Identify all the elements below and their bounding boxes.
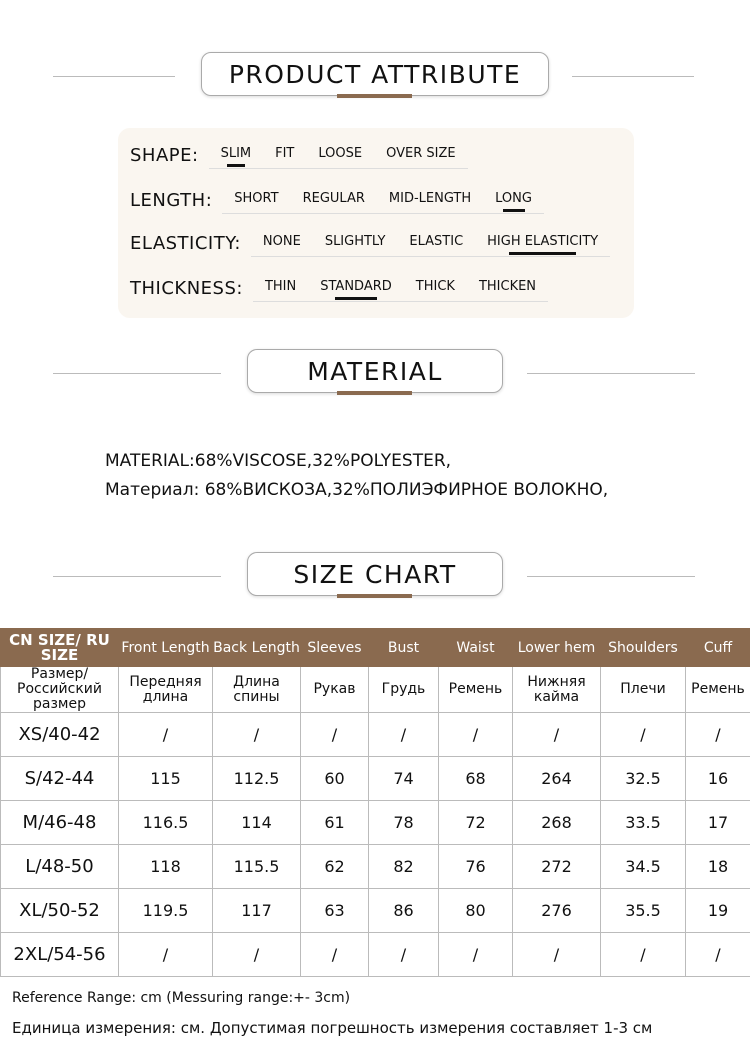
attribute-option: STANDARD: [320, 279, 392, 294]
accent-bar: [337, 94, 412, 98]
table-cell: 62: [301, 845, 369, 889]
attribute-row: [130, 140, 468, 170]
table-cell: 272: [513, 845, 601, 889]
table-cell: Bust: [369, 629, 439, 667]
divider: [572, 76, 694, 77]
table-cell: Back Length: [213, 629, 301, 667]
attribute-option: THICK: [415, 279, 455, 294]
reference-note-en: Reference Range: cm (Messuring range:+- 3cm): [12, 990, 351, 1006]
attribute-row: [130, 185, 544, 215]
table-cell: 2XL/54-56: [1, 933, 119, 977]
table-row: [1, 757, 750, 801]
table-cell: 276: [513, 889, 601, 933]
table-cell: 78: [369, 801, 439, 845]
table-cell: 19: [686, 889, 750, 933]
table-cell: 61: [301, 801, 369, 845]
attribute-option: SHORT: [234, 191, 279, 206]
table-cell: 118: [119, 845, 213, 889]
attribute-option: MID-LENGTH: [388, 191, 472, 206]
header-row-en: [1, 629, 750, 667]
table-cell: Передняя длина: [119, 667, 213, 713]
table-cell: 35.5: [601, 889, 686, 933]
table-cell: 34.5: [601, 845, 686, 889]
table-cell: 17: [686, 801, 750, 845]
table-cell: /: [513, 713, 601, 757]
table-cell: Рукав: [301, 667, 369, 713]
attribute-option: LOOSE: [318, 146, 363, 161]
table-cell: /: [601, 713, 686, 757]
table-cell: Нижняя кайма: [513, 667, 601, 713]
table-cell: 268: [513, 801, 601, 845]
table-cell: /: [301, 933, 369, 977]
attribute-option: REGULAR: [302, 191, 365, 206]
table-cell: Waist: [439, 629, 513, 667]
divider: [53, 76, 175, 77]
attribute-option: FIT: [275, 146, 295, 161]
table-cell: 18: [686, 845, 750, 889]
section-header-size-chart: [0, 552, 750, 602]
reference-note-ru: Единица измерения: см. Допустимая погрешность измерения составляет 1-3 см: [12, 1019, 653, 1037]
attribute-option: THICKEN: [478, 279, 537, 294]
table-cell: /: [213, 713, 301, 757]
attribute-label: SHAPE:: [130, 144, 199, 166]
table-cell: /: [439, 933, 513, 977]
table-cell: /: [439, 713, 513, 757]
table-cell: 86: [369, 889, 439, 933]
table-cell: /: [119, 713, 213, 757]
table-cell: 117: [213, 889, 301, 933]
table-cell: S/42-44: [1, 757, 119, 801]
attribute-option: ELASTIC: [409, 234, 464, 249]
table-cell: XS/40-42: [1, 713, 119, 757]
size-chart-table: [0, 628, 750, 977]
table-cell: Размер/ Российский размер: [1, 667, 119, 713]
table-cell: 72: [439, 801, 513, 845]
table-cell: Ремень: [439, 667, 513, 713]
table-row: [1, 801, 750, 845]
table-cell: Sleeves: [301, 629, 369, 667]
table-cell: Cuff: [686, 629, 750, 667]
table-cell: /: [301, 713, 369, 757]
table-cell: 115.5: [213, 845, 301, 889]
section-header-material: [0, 349, 750, 399]
table-cell: 60: [301, 757, 369, 801]
divider: [53, 576, 221, 577]
section-title: SIZE CHART: [247, 552, 503, 596]
divider: [527, 373, 695, 374]
table-cell: 112.5: [213, 757, 301, 801]
table-cell: Грудь: [369, 667, 439, 713]
table-cell: 33.5: [601, 801, 686, 845]
table-cell: /: [369, 713, 439, 757]
attribute-options: [209, 142, 468, 169]
table-cell: Front Length: [119, 629, 213, 667]
accent-bar: [337, 391, 412, 395]
section-header-attribute: [0, 52, 750, 102]
attribute-label: LENGTH:: [130, 189, 213, 211]
table-cell: /: [686, 713, 750, 757]
attribute-option: SLIM: [220, 146, 252, 161]
table-cell: XL/50-52: [1, 889, 119, 933]
attribute-label: THICKNESS:: [130, 277, 243, 299]
table-cell: /: [213, 933, 301, 977]
table-cell: Ремень: [686, 667, 750, 713]
attribute-option: SLIGHTLY: [324, 234, 386, 249]
table-cell: /: [513, 933, 601, 977]
table-cell: Плечи: [601, 667, 686, 713]
table-cell: 114: [213, 801, 301, 845]
table-cell: 32.5: [601, 757, 686, 801]
table-row: [1, 889, 750, 933]
table-cell: 68: [439, 757, 513, 801]
table-cell: /: [369, 933, 439, 977]
table-cell: Shoulders: [601, 629, 686, 667]
table-cell: /: [601, 933, 686, 977]
table-cell: 80: [439, 889, 513, 933]
attribute-option: OVER SIZE: [386, 146, 456, 161]
header-row-ru: [1, 667, 750, 713]
table-cell: 116.5: [119, 801, 213, 845]
attribute-panel: [118, 128, 634, 318]
attribute-options: [222, 187, 544, 214]
material-en: MATERIAL:68%VISCOSE,32%POLYESTER,: [105, 451, 452, 471]
table-cell: L/48-50: [1, 845, 119, 889]
material-ru: Материал: 68%ВИСКОЗА,32%ПОЛИЭФИРНОЕ ВОЛОКНО,: [105, 480, 609, 500]
table-cell: /: [119, 933, 213, 977]
table-cell: 264: [513, 757, 601, 801]
table-cell: 119.5: [119, 889, 213, 933]
table-row: [1, 845, 750, 889]
table-cell: Длина спины: [213, 667, 301, 713]
attribute-option: NONE: [262, 234, 301, 249]
table-cell: Lower hem: [513, 629, 601, 667]
attribute-row: [130, 228, 610, 258]
table-cell: /: [686, 933, 750, 977]
attribute-options: [251, 230, 610, 257]
table-cell: 74: [369, 757, 439, 801]
table-row: [1, 713, 750, 757]
attribute-row: [130, 273, 548, 303]
attribute-option: THIN: [264, 279, 297, 294]
table-cell: 63: [301, 889, 369, 933]
table-cell: M/46-48: [1, 801, 119, 845]
attribute-option: LONG: [495, 191, 532, 206]
table-row: [1, 933, 750, 977]
divider: [527, 576, 695, 577]
section-title: PRODUCT ATTRIBUTE: [201, 52, 549, 96]
table-cell: 76: [439, 845, 513, 889]
attribute-label: ELASTICITY:: [130, 232, 241, 254]
attribute-option: HIGH ELASTICITY: [487, 234, 599, 249]
table-cell: 16: [686, 757, 750, 801]
attribute-options: [253, 275, 548, 302]
section-title: MATERIAL: [247, 349, 503, 393]
accent-bar: [337, 594, 412, 598]
table-cell: 82: [369, 845, 439, 889]
table-cell: 115: [119, 757, 213, 801]
divider: [53, 373, 221, 374]
table-cell: CN SIZE/ RU SIZE: [1, 629, 119, 667]
